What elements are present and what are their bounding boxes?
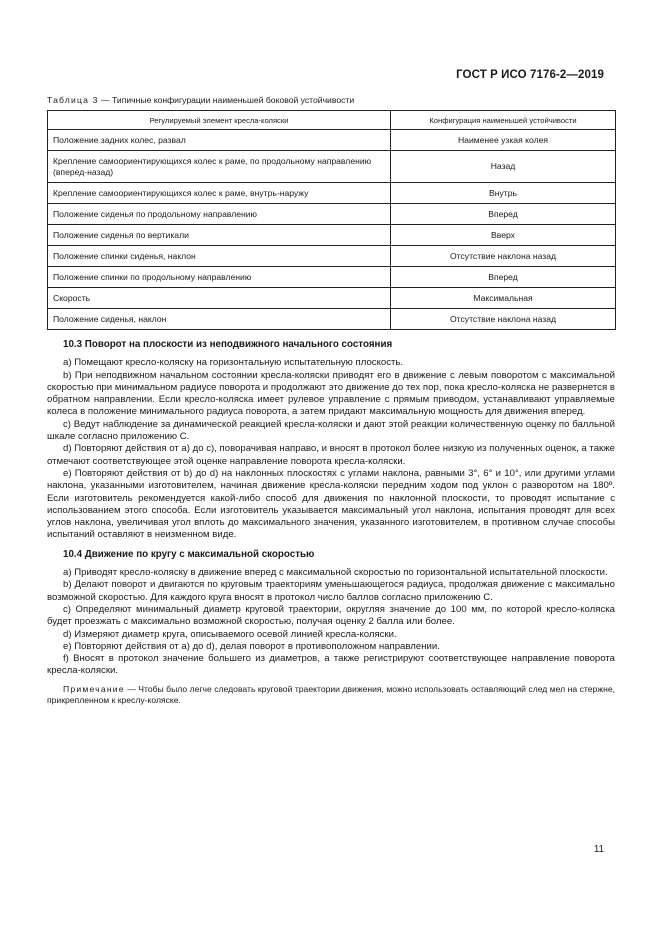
section-title-10-4: 10.4 Движение по кругу с максимальной скоростью <box>63 548 315 560</box>
paragraph-10-4-b: b) Делают поворот и двигаются по круговым траекториям уменьшающегося радиуса, продолжая движение с максимально возможной скоростью. Для каждого круга вносят в протокол число баллов согласно приложению С. <box>47 579 615 603</box>
table-cell-element: Положение сиденья по вертикали <box>48 225 391 246</box>
table-cell-configuration: Назад <box>391 151 616 183</box>
table-cell-element: Положение задних колес, развал <box>48 130 391 151</box>
document-body <box>47 339 615 714</box>
paragraph-10-4-f: f) Вносят в протокол значение большего из диаметров, а также регистрируют соответствующее направление поворота кресла-коляски. <box>47 653 615 677</box>
table-row <box>48 246 616 267</box>
note-text: — Чтобы было легче следовать круговой траектории движения, можно использовать оставляющий след мел на стержне, прикрепленном к креслу-коляске. <box>47 683 615 705</box>
table-cell-element: Крепление самоориентирующихся колес к раме, внутрь-наружу <box>48 183 391 204</box>
table-cell-configuration: Внутрь <box>391 183 616 204</box>
paragraph-10-3-d: d) Повторяют действия от a) до c), поворачивая направо, и вносят в протокол более низкую из полученных оценок, а также отмечают соответствующее этой оценке направление поворота кресла-коляски. <box>47 443 615 467</box>
table-row <box>48 309 616 330</box>
paragraph-10-3-c: c) Ведут наблюдение за динамической реакцией кресла-коляски и дают этой реакции количественную оценку по балльной шкале согласно приложению С. <box>47 418 615 443</box>
paragraph-10-4-c: c) Определяют минимальный диаметр круговой траектории, округляя значение до 100 мм, по которой кресло-коляска будет проезжать с максимально возможной скоростью, получая оценку 2 балла или более. <box>47 603 615 628</box>
table-row <box>48 288 616 309</box>
section-title-10-3: 10.3 Поворот на плоскости из неподвижного начального состояния <box>63 339 393 350</box>
paragraph-10-3-e: e) Повторяют действия от b) до d) на наклонных плоскостях с углами наклона, равными 3°, 6° и 10°, или другими углами наклона, указанными изготовителем, начиная движение кресла-коляски передним ходом под уклон с разворотом на 180º. Если изготовитель рекомендуется какой-либо способ для движения по наклонной плоскости, то проводят испытание с использованием этого способа. Если изготовитель указывается максимальный угол наклона, испытания проводят для всех углов наклона, увеличивая угол вплоть до максимального значения, указанного изготовителем, в противном случае способы испытаний оставляют в неизменном виде. <box>47 467 615 541</box>
table-cell-element: Положение сиденья по продольному направлению <box>48 204 391 225</box>
table-row <box>48 267 616 288</box>
paragraph-10-4-e: e) Повторяют действия от a) до d), делая поворот в противоположном направлении. <box>63 640 440 652</box>
table-cell-configuration: Вперед <box>391 204 616 225</box>
note-label: Примечание <box>63 683 125 694</box>
paragraph-10-3-a: a) Помещают кресло-коляску на горизонтальную испытательную плоскость. <box>63 357 404 369</box>
table-header-configuration: Конфигурация наименьшей устойчивости <box>391 111 616 130</box>
table-header-element: Регулируемый элемент кресла-коляски <box>48 111 391 130</box>
table-cell-element: Положение сиденья, наклон <box>48 309 391 330</box>
table-cell-configuration: Максимальная <box>391 288 616 309</box>
table-caption-text: — Типичные конфигурации наименьшей боковой устойчивости <box>98 95 355 105</box>
table-cell-configuration: Отсутствие наклона назад <box>391 246 616 267</box>
standard-designation: ГОСТ Р ИСО 7176-2—2019 <box>456 69 604 81</box>
table-cell-element: Скорость <box>48 288 391 309</box>
configuration-table <box>47 110 616 330</box>
table-row <box>48 183 616 204</box>
table-cell-element: Крепление самоориентирующихся колес к раме, по продольному направлению (вперед-назад) <box>48 151 391 183</box>
table-cell-configuration: Вперед <box>391 267 616 288</box>
table-cell-configuration: Наименее узкая колея <box>391 130 616 151</box>
table-cell-configuration: Отсутствие наклона назад <box>391 309 616 330</box>
table-cell-element: Положение спинки по продольному направлению <box>48 267 391 288</box>
table-row <box>48 130 616 151</box>
table-row <box>48 225 616 246</box>
table-header-row <box>48 111 616 130</box>
paragraph-10-4-d: d) Измеряют диаметр круга, описываемого осевой линией кресла-коляски. <box>63 628 397 640</box>
table-row <box>48 151 616 183</box>
table-caption <box>47 95 354 105</box>
table-cell-configuration: Вверх <box>391 225 616 246</box>
paragraph-10-3-b: b) При неподвижном начальном состоянии кресла-коляски приводят его в движение с левым поворотом с максимальной скоростью при минимальном радиусе поворота и продолжают это движение до тех пор, пока кресло-коляска не развернется в обратном направлении. Если кресло-коляска имеет рулевое управление с прямым приводом, устанавливают управляемые колеса в положение минимального радиуса поворота, а затем придают максимальную мощность для движения вперед. <box>47 369 615 418</box>
note <box>47 684 615 706</box>
paragraph-10-4-a: a) Приводят кресло-коляску в движение вперед с максимальной скоростью по горизонтальной испытательной плоскости. <box>63 567 608 579</box>
page-number: 11 <box>593 844 604 855</box>
table-caption-label: Таблица 3 <box>47 95 99 105</box>
table-row <box>48 204 616 225</box>
table-cell-element: Положение спинки сиденья, наклон <box>48 246 391 267</box>
